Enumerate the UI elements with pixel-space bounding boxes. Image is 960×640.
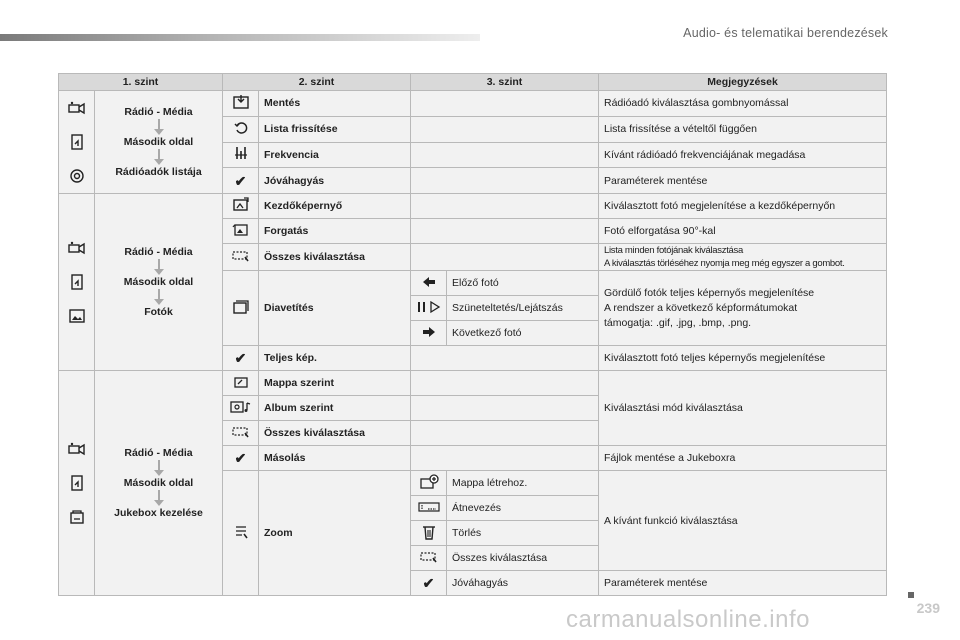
pause-play-icon[interactable] (411, 296, 447, 321)
menu-by-album[interactable]: Album szerint (259, 396, 411, 421)
select-all-icon[interactable] (223, 421, 259, 446)
album-sort-icon[interactable] (223, 396, 259, 421)
note-home-screen: Kiválasztott fotó megjelenítése a kezdőképernyőn (599, 194, 887, 219)
note-slideshow-line1: Gördülő fotók teljes képernyős megjelenítése (604, 286, 815, 299)
flow-step-second-page: Második oldal (123, 276, 194, 288)
menu-confirm[interactable]: Jóváhagyás (259, 168, 411, 194)
flow-arrow-icon (154, 489, 164, 507)
radio-media-icon (66, 97, 88, 119)
select-all-icon[interactable] (411, 546, 447, 571)
note-confirm: Paraméterek mentése (599, 168, 887, 194)
jukebox-icon (66, 506, 88, 528)
slideshow-icon[interactable] (223, 271, 259, 346)
trash-icon[interactable] (411, 521, 447, 546)
check-icon[interactable]: ✔ (223, 346, 259, 371)
flow-step-second-page: Második oldal (123, 477, 194, 489)
rename-icon[interactable] (411, 496, 447, 521)
menu-refresh-list[interactable]: Lista frissítése (259, 116, 411, 142)
empty-cell (411, 396, 599, 421)
select-all-icon[interactable] (223, 244, 259, 271)
submenu-prev-photo[interactable]: Előző fotó (447, 271, 599, 296)
submenu-rename[interactable]: Átnevezés (447, 496, 599, 521)
note-select-all (599, 244, 887, 271)
submenu-pause-play[interactable]: Szüneteltetés/Lejátszás (447, 296, 599, 321)
note-sort-mode: Kiválasztási mód kiválasztása (599, 371, 887, 446)
home-screen-icon[interactable] (223, 194, 259, 219)
next-arrow-icon[interactable] (411, 321, 447, 346)
flow-arrow-icon (154, 459, 164, 477)
check-icon[interactable]: ✔ (411, 571, 447, 596)
flow-step-photos: Fotók (144, 306, 173, 318)
note-frequency: Kívánt rádióadó frekvenciájának megadása (599, 142, 887, 168)
flow-step-radio-media: Rádió - Média (124, 106, 193, 118)
empty-cell (411, 91, 599, 117)
flow-step-second-page: Második oldal (123, 136, 194, 148)
zoom-icon[interactable] (223, 471, 259, 596)
menu-rotate[interactable]: Forgatás (259, 219, 411, 244)
rotate-icon[interactable] (223, 219, 259, 244)
page-number: 239 (916, 600, 940, 616)
col-header-notes: Megjegyzések (599, 74, 887, 91)
menu-table (58, 73, 887, 596)
menu-select-all[interactable]: Összes kiválasztása (259, 421, 411, 446)
flow-arrow-icon (154, 258, 164, 276)
empty-cell (411, 194, 599, 219)
empty-cell (411, 219, 599, 244)
note-slideshow (599, 271, 887, 346)
submenu-select-all[interactable]: Összes kiválasztása (447, 546, 599, 571)
submenu-create-folder[interactable]: Mappa létrehoz. (447, 471, 599, 496)
empty-cell (411, 421, 599, 446)
menu-zoom[interactable]: Zoom (259, 471, 411, 596)
note-save: Rádióadó kiválasztása gombnyomással (599, 91, 887, 117)
menu-slideshow[interactable]: Diavetítés (259, 271, 411, 346)
group2-level1-icons (59, 194, 95, 371)
col-header-level2: 2. szint (223, 74, 411, 91)
frequency-icon[interactable] (223, 142, 259, 168)
table-row (59, 91, 887, 117)
submenu-confirm[interactable]: Jóváhagyás (447, 571, 599, 596)
second-page-icon (66, 131, 88, 153)
empty-cell (411, 244, 599, 271)
menu-frequency[interactable]: Frekvencia (259, 142, 411, 168)
empty-cell (411, 168, 599, 194)
flow-arrow-icon (154, 148, 164, 166)
flow-step-jukebox: Jukebox kezelése (114, 507, 203, 519)
empty-cell (411, 446, 599, 471)
radio-media-icon (66, 237, 88, 259)
menu-copy[interactable]: Másolás (259, 446, 411, 471)
flow-step-radio-list: Rádióadók listája (115, 166, 202, 178)
submenu-next-photo[interactable]: Következő fotó (447, 321, 599, 346)
submenu-delete[interactable]: Törlés (447, 521, 599, 546)
flow-step-radio-media: Rádió - Média (124, 447, 193, 459)
table-row (59, 371, 887, 396)
photos-icon (66, 305, 88, 327)
page-header-title: Audio- és telematikai berendezések (683, 26, 888, 40)
prev-arrow-icon[interactable] (411, 271, 447, 296)
refresh-icon[interactable] (223, 116, 259, 142)
empty-cell (411, 116, 599, 142)
note-select-all-line1: Lista minden fotójának kiválasztása (604, 245, 743, 256)
group2-flow (95, 194, 223, 371)
header-gradient-bar (0, 34, 480, 41)
note-rotate: Fotó elforgatása 90°-kal (599, 219, 887, 244)
col-header-level1: 1. szint (59, 74, 223, 91)
note-zoom: A kívánt funkció kiválasztása (599, 471, 887, 571)
second-page-icon (66, 472, 88, 494)
watermark: carmanualsonline.info (566, 606, 810, 633)
check-icon[interactable]: ✔ (223, 446, 259, 471)
note-copy: Fájlok mentése a Jukeboxra (599, 446, 887, 471)
table-row (59, 194, 887, 219)
check-icon[interactable]: ✔ (223, 168, 259, 194)
note-slideshow-line3: támogatja: .gif, .jpg, .bmp, .png. (604, 316, 752, 329)
col-header-level3: 3. szint (411, 74, 599, 91)
table-header-row (59, 74, 887, 91)
menu-by-folder[interactable]: Mappa szerint (259, 371, 411, 396)
menu-full-image[interactable]: Teljes kép. (259, 346, 411, 371)
page-marker (908, 592, 914, 598)
empty-cell (411, 142, 599, 168)
note-full-image: Kiválasztott fotó teljes képernyős megjelenítése (599, 346, 887, 371)
group3-flow (95, 371, 223, 596)
new-folder-icon[interactable] (411, 471, 447, 496)
menu-save[interactable]: Mentés (259, 91, 411, 117)
group1-flow (95, 91, 223, 194)
empty-cell (411, 346, 599, 371)
second-page-icon (66, 271, 88, 293)
radio-list-icon (66, 165, 88, 187)
folder-sort-icon[interactable] (223, 371, 259, 396)
flow-arrow-icon (154, 288, 164, 306)
save-icon[interactable] (223, 91, 259, 117)
note-slideshow-line2: A rendszer a következő képformátumokat (604, 301, 798, 314)
empty-cell (411, 371, 599, 396)
menu-home-screen[interactable]: Kezdőképernyő (259, 194, 411, 219)
flow-arrow-icon (154, 118, 164, 136)
note-zoom-confirm: Paraméterek mentése (599, 571, 887, 596)
menu-select-all[interactable]: Összes kiválasztása (259, 244, 411, 271)
note-select-all-line2: A kiválasztás törléséhez nyomja meg még egyszer a gombot. (604, 258, 845, 269)
flow-step-radio-media: Rádió - Média (124, 246, 193, 258)
note-refresh-list: Lista frissítése a vételtől függően (599, 116, 887, 142)
group3-level1-icons (59, 371, 95, 596)
radio-media-icon (66, 438, 88, 460)
group1-level1-icons (59, 91, 95, 194)
